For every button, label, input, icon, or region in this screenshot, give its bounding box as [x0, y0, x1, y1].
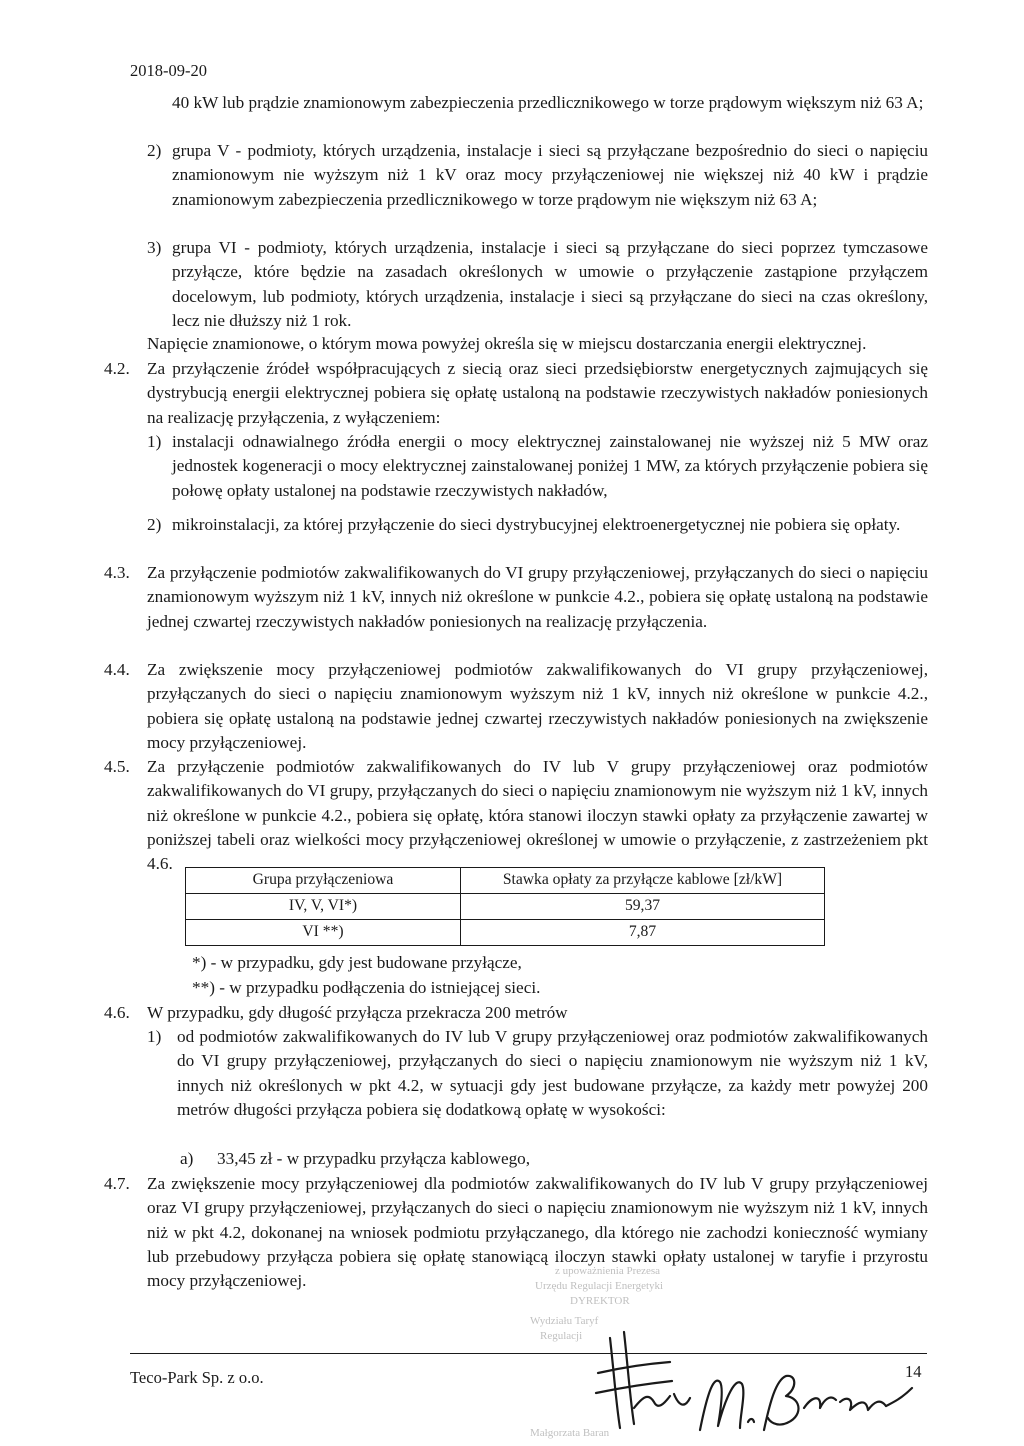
- table-header-row: [186, 868, 825, 894]
- group-v-text: grupa V - podmioty, których urządzenia, instalacje i sieci są przyłączane bezpośrednio do sieci o napięciu znamionowym nie wyższym niż 1 kV oraz mocy przyłączeniowej nie większej niż 40 kW i prądzie znamionowym zabezpieczenia przedlicznikowego w torze prądowym nie większym niż 63 A;: [172, 141, 928, 209]
- intro-paragraph: 40 kW lub prądzie znamionowym zabezpieczenia przedlicznikowego w torze prądowym większym niż 63 A;: [172, 93, 924, 112]
- section-4-4-number: 4.4.: [104, 660, 130, 679]
- section-4-5-number: 4.5.: [104, 757, 130, 776]
- section-4-3-number: 4.3.: [104, 563, 130, 582]
- section-4-6-item-1-label: 1): [147, 1027, 162, 1046]
- section-4-2-item-2-text: mikroinstalacji, za której przyłączenie do sieci dystrybucyjnej elektroenergetycznej nie pobiera się opłaty.: [172, 515, 901, 534]
- svg-text:Małgorzata Baran: Małgorzata Baran: [530, 1427, 610, 1439]
- svg-text:DYREKTOR: DYREKTOR: [570, 1295, 630, 1307]
- svg-text:Urzędu Regulacji Energetyki: Urzędu Regulacji Energetyki: [535, 1280, 664, 1292]
- svg-text:z upoważnienia Prezesa: z upoważnienia Prezesa: [555, 1265, 661, 1277]
- section-4-2-item-1-text: instalacji odnawialnego źródła energii o mocy elektrycznej zainstalowanej nie wyższej niż 5 MW oraz jednostek kogeneracji o mocy elektrycznej zainstalowanej poniżej 1 MW, za których przyłączenie pobiera się połowę opłaty ustalonej na podstawie rzeczywistych nakładów,: [172, 432, 928, 500]
- section-4-5-text: Za przyłączenie podmiotów zakwalifikowanych do IV lub V grupy przyłączeniowej oraz podmiotów zakwalifikowanych do VI grupy, przyłączanych do sieci o napięciu znamionowym nie wyższym niż 1 kV, innych niż określone w punkcie 4.2., pobiera się opłatę, która stanowi iloczyn stawki opłaty za przyłączenie zawartej w poniższej tabeli oraz wielkości mocy przyłączeniowej określonej w umowie o przyłączenie, z zastrzeżeniem pkt 4.6.: [147, 757, 928, 874]
- section-4-2-item-2-label: 2): [147, 515, 162, 534]
- section-4-2-number: 4.2.: [104, 359, 130, 378]
- section-4-7-text: Za zwiększenie mocy przyłączeniowej dla podmiotów zakwalifikowanych do IV lub V grupy przyłączeniowej oraz VI grupy przyłączeniowej, przyłączanych do sieci o napięciu znamionowym nie wyższym niż 1 kV, innych niż w pkt 4.2, dokonanej na wniosek podmiotu przyłączanego, dla którego nie zachodzi konieczność wymiany lub przebudowy przyłącza pobiera się opłatę stanowiącą iloczyn stawki opłaty ustalonej w taryfie i przyrostu mocy przyłączeniowej.: [147, 1174, 928, 1291]
- voltage-note: Napięcie znamionowe, o którym mowa powyżej określa się w miejscu dostarczania energii elektrycznej.: [147, 334, 867, 353]
- section-4-6-sub-a-text: 33,45 zł - w przypadku przyłącza kablowego,: [217, 1149, 531, 1168]
- section-4-6-sub-a-label: a): [180, 1149, 194, 1168]
- section-4-2-text: Za przyłączenie źródeł współpracujących z siecią oraz sieci przedsiębiorstw energetycznych zajmujących się dystrybucją energii elektrycznej pobiera się opłatę ustaloną na podstawie rzeczywistych nakładów poniesionych na realizację przyłączenia, z wyłączeniem:: [147, 359, 928, 427]
- section-4-2-item-1-label: 1): [147, 432, 162, 451]
- svg-text:Regulacji: Regulacji: [540, 1330, 583, 1342]
- footer-company: Teco-Park Sp. z o.o.: [130, 1368, 264, 1387]
- footnote-2: **) - w przypadku podłączenia do istniejącej sieci.: [192, 978, 541, 997]
- svg-text:Wydziału Taryf: Wydziału Taryf: [530, 1315, 599, 1327]
- handwritten-signature: [590, 1318, 920, 1438]
- footnote-1: *) - w przypadku, gdy jest budowane przyłącze,: [192, 953, 522, 972]
- section-4-3-text: Za przyłączenie podmiotów zakwalifikowanych do VI grupy przyłączeniowej, przyłączanych do sieci o napięciu znamionowym wyższym niż 1 kV, innych niż określone w punkcie 4.2., pobiera się opłatę ustaloną na podstawie jednej czwartej rzeczywistych nakładów poniesionych na realizację przyłączenia.: [147, 563, 928, 631]
- table-cell-rate: 7,87: [461, 920, 825, 946]
- table-cell-group: VI **): [186, 920, 461, 946]
- table-header-group: Grupa przyłączeniowa: [186, 868, 461, 894]
- table-header-rate: Stawka opłaty za przyłącze kablowe [zł/kW]: [461, 868, 825, 894]
- page-number: 14: [905, 1362, 922, 1381]
- section-4-4-text: Za zwiększenie mocy przyłączeniowej podmiotów zakwalifikowanych do VI grupy przyłączeniowej, przyłączanych do sieci o napięciu znamionowym wyższym niż 1 kV, innych niż określone w punkcie 4.2., pobiera się opłatę ustaloną na podstawie jednej czwartej rzeczywistych nakładów poniesionych na zwiększenie mocy przyłączeniowej.: [147, 660, 928, 752]
- table-row: [186, 920, 825, 946]
- section-4-6-item-1-text: od podmiotów zakwalifikowanych do IV lub V grupy przyłączeniowej oraz podmiotów zakwalifikowanych do VI grupy przyłączeniowej, przyłączanych do sieci o napięciu znamionowym nie wyższym niż 1 kV, innych niż określonych w pkt 4.2, w sytuacji gdy jest budowane przyłącze, za każdy metr powyżej 200 metrów długości przyłącza pobiera się dodatkową opłatę w wysokości:: [177, 1027, 928, 1119]
- section-4-6-number: 4.6.: [104, 1003, 130, 1022]
- table-cell-rate: 59,37: [461, 894, 825, 920]
- section-4-6-text: W przypadku, gdy długość przyłącza przekracza 200 metrów: [147, 1003, 568, 1022]
- table-cell-group: IV, V, VI*): [186, 894, 461, 920]
- group-v-label: 2): [147, 141, 162, 160]
- group-vi-label: 3): [147, 238, 162, 257]
- footer-divider: [130, 1353, 927, 1354]
- section-4-7-number: 4.7.: [104, 1174, 130, 1193]
- document-date: 2018-09-20: [130, 61, 207, 80]
- rates-table: [185, 867, 825, 946]
- group-vi-text: grupa VI - podmioty, których urządzenia, instalacje i sieci są przyłączane do sieci poprzez tymczasowe przyłącze, które będzie na zasadach określonych w umowie o przyłączenie zastąpione przyłączem docelowym, lub podmioty, których urządzenia, instalacje i sieci są przyłączane do sieci na czas określony, lecz nie dłuższy niż 1 rok.: [172, 238, 928, 330]
- table-row: [186, 894, 825, 920]
